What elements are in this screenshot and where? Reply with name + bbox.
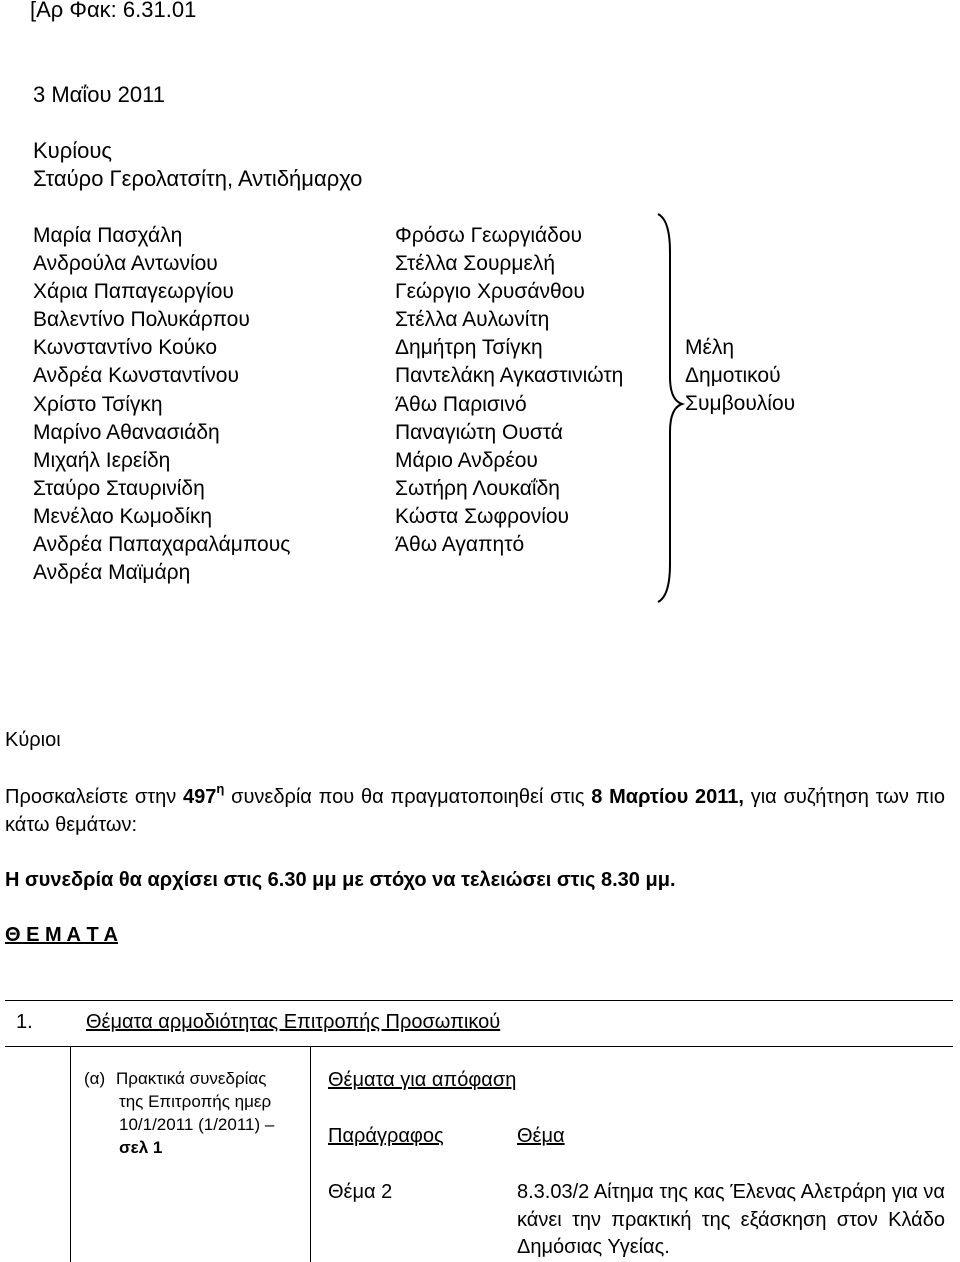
paragraph-value: Θέμα 2	[328, 1181, 393, 1203]
recipient-name: Κώστα Σωφρονίου	[395, 504, 570, 528]
group-label-line: Δημοτικού	[685, 364, 781, 388]
group-label-line: Μέλη	[685, 336, 735, 359]
curly-brace	[652, 212, 688, 604]
recipient-name: Παναγιώτη Ουστά	[395, 420, 563, 444]
recipient-name: Παντελάκη Αγκαστινιώτη	[395, 364, 624, 388]
item-line: 10/1/2011 (1/2011) –	[119, 1115, 275, 1134]
recipient-name: Ανδρέα Μαϊμάρη	[33, 561, 191, 585]
recipient-name: Φρόσω Γεωργιάδου	[395, 224, 583, 247]
topic-header: Θέμα	[517, 1125, 565, 1147]
recipient-name: Σταύρο Σταυρινίδη	[33, 476, 205, 500]
recipient-name: Δημήτρη Τσίγκη	[395, 336, 543, 360]
topics-heading: Θ Ε Μ Α Τ Α	[5, 924, 118, 946]
table-border	[310, 1047, 311, 1262]
item-line: σελ 1	[119, 1138, 163, 1157]
group-label	[685, 334, 795, 418]
topic-text: 8.3.03/2 Αίτημα της κας Έλενας Αλετράρη για να κάνει την πρακτική της εξάσκηση στον Κλάδο Δημόσιας Υγείας.	[517, 1181, 945, 1258]
item-label: (α)	[84, 1069, 106, 1088]
decision-heading: Θέματα για απόφαση	[328, 1069, 517, 1091]
session-number: 497	[183, 786, 217, 808]
invite-text: Προσκαλείστε στην	[5, 786, 184, 808]
recipient-name: Ανδρέα Παπαχαραλάμπους	[33, 533, 291, 557]
invitation-paragraph	[5, 781, 945, 839]
recipient-name: Άθω Παρισινό	[395, 392, 527, 416]
recipient-name: Μιχαήλ Ιερείδη	[33, 448, 171, 472]
recipient-name: Στέλλα Σουρμελή	[395, 252, 556, 276]
item-line: της Επιτροπής ημερ	[119, 1092, 272, 1111]
recipient-name: Μαρίνο Αθανασιάδη	[33, 420, 220, 444]
recipient-name: Μενέλαο Κωμοδίκη	[33, 504, 213, 528]
recipient-name: Άθω Αγαπητό	[395, 533, 525, 557]
section-title: Θέματα αρμοδιότητας Επιτροπής Προσωπικού	[86, 1011, 501, 1033]
recipient-name: Γεώργιο Χρυσάνθου	[395, 280, 585, 304]
paragraph-header: Παράγραφος	[328, 1125, 444, 1147]
session-date: 8 Μαρτίου 2011,	[591, 786, 744, 808]
letter-date: 3 Μαΐου 2011	[33, 82, 165, 107]
recipient-name: Κωνσταντίνο Κούκο	[33, 336, 218, 360]
recipient-name: Μάριο Ανδρέου	[395, 448, 538, 472]
group-label-line: Συμβουλίου	[685, 392, 796, 416]
file-reference: [Αρ Φακ: 6.31.01	[30, 0, 197, 22]
salutation: Κυρίους	[33, 138, 112, 163]
item-line: Πρακτικά συνεδρίας	[116, 1069, 267, 1088]
recipient-name: Σωτήρη Λουκαΐδη	[395, 476, 560, 500]
start-note: Η συνεδρία θα αρχίσει στις 6.30 μμ με στόχο να τελειώσει στις 8.30 μμ.	[5, 869, 676, 891]
recipient-name: Χρίστο Τσίγκη	[33, 392, 163, 416]
recipient-name: Στέλλα Αυλωνίτη	[395, 308, 550, 332]
invite-text: για συζήτηση των πιο κάτω θεμάτων:	[5, 786, 945, 836]
recipient-name: Ανδρούλα Αντωνίου	[33, 252, 218, 276]
recipient-name: Μαρία Πασχάλη	[33, 224, 183, 247]
divider	[5, 1000, 953, 1001]
recipients-right-column	[395, 222, 623, 559]
greeting: Κύριοι	[5, 729, 61, 751]
recipient-name: Βαλεντίνο Πολυκάρπου	[33, 308, 250, 332]
session-superscript: η	[216, 781, 225, 796]
divider	[5, 1046, 953, 1047]
recipient-name: Ανδρέα Κωνσταντίνου	[33, 364, 239, 388]
invite-text: συνεδρία που θα πραγματοποιηθεί στις	[224, 786, 592, 808]
addressee: Σταύρο Γερολατσίτη, Αντιδήμαρχο	[33, 166, 363, 191]
table-border	[70, 1047, 71, 1262]
section-number: 1.	[16, 1011, 33, 1033]
item-description	[116, 1067, 302, 1159]
recipients-left-column	[33, 222, 290, 587]
recipient-name: Χάρια Παπαγεωργίου	[33, 280, 234, 304]
